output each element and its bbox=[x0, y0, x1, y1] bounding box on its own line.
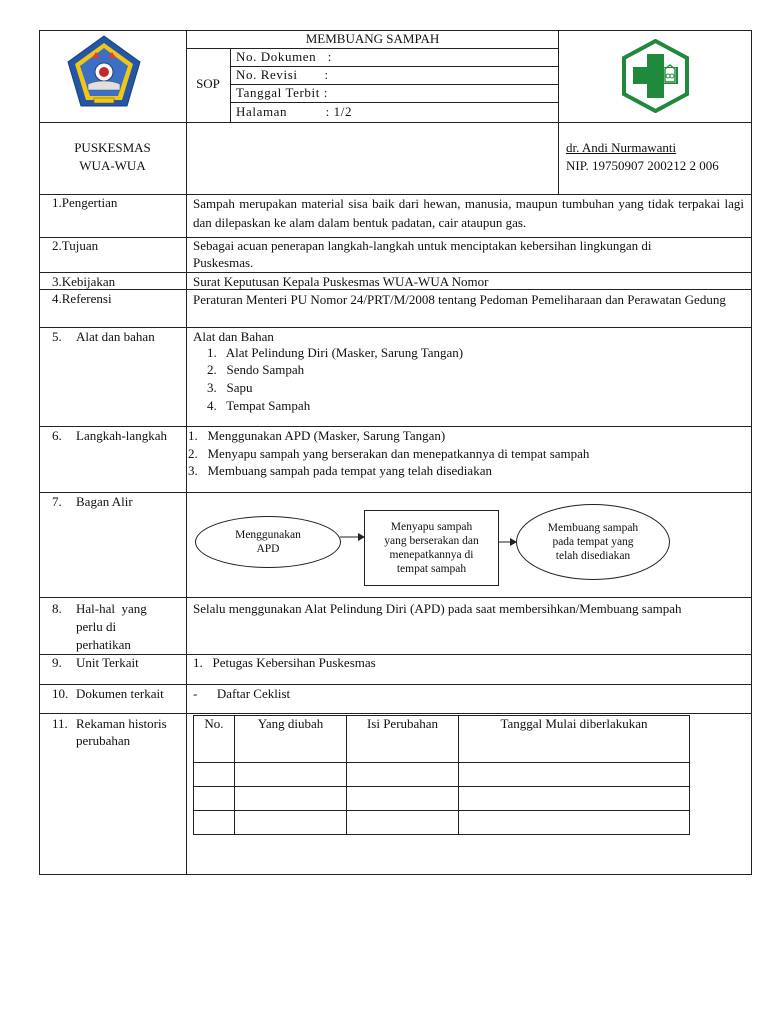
divider-sop-fields bbox=[230, 48, 231, 123]
list-item: 3. Sapu bbox=[207, 380, 253, 395]
table-cell bbox=[459, 787, 690, 811]
row-line bbox=[39, 492, 752, 493]
row-line bbox=[39, 426, 752, 427]
text-pengertian: Sampah merupakan material sisa baik dari hewan, manusia, maupun tumbuhan yang tidak terpakai lagi dan dilepaskan ke alam dalam bentuk padatan, cair ataupun gas. bbox=[193, 196, 744, 230]
row-line bbox=[39, 597, 752, 598]
flow-step-2: Menyapu sampah yang berserakan dan menepatkannya di tempat sampah bbox=[364, 510, 499, 586]
field-tanggal-terbit: Tanggal Terbit : bbox=[236, 85, 329, 100]
text-tujuan-line2: Puskesmas. bbox=[193, 255, 254, 270]
text-tujuan-line1: Sebagai acuan penerapan langkah-langkah untuk menciptakan kebersihan lingkungan di bbox=[193, 238, 652, 253]
label-unit-num: 9. bbox=[52, 655, 62, 670]
col-no: No. bbox=[194, 716, 235, 763]
label-tujuan: 2.Tujuan bbox=[52, 238, 99, 253]
border-bottom bbox=[39, 874, 752, 875]
table-cell bbox=[235, 763, 347, 787]
label-kebijakan: 3.Kebijakan bbox=[52, 274, 116, 289]
flow-arrow-2 bbox=[498, 535, 518, 549]
text-halhal: Selalu menggunakan Alat Pelindung Diri (APD) pada saat membersihkan/Membuang sampah bbox=[193, 601, 682, 616]
text-dokumen: - Daftar Ceklist bbox=[193, 686, 291, 701]
list-item: 3. Membuang sampah pada tempat yang telah disediakan bbox=[188, 463, 492, 478]
label-halhal-line1: Hal-hal yang bbox=[76, 601, 147, 616]
text-referensi: Peraturan Menteri PU Nomor 24/PRT/M/2008 tentang Pedoman Pemeliharaan dan Perawatan Gedung bbox=[193, 292, 726, 307]
table-cell bbox=[194, 811, 235, 835]
list-item: 4. Tempat Sampah bbox=[207, 398, 311, 413]
puskesmas-logo bbox=[621, 39, 690, 113]
label-pengertian: 1.Pengertian bbox=[52, 195, 118, 210]
list-item: 1. Menggunakan APD (Masker, Sarung Tangan) bbox=[188, 428, 446, 443]
col-tanggal-mulai: Tanggal Mulai diberlakukan bbox=[459, 716, 690, 763]
row-line bbox=[39, 272, 752, 273]
label-alat-num: 5. bbox=[52, 329, 62, 344]
signer-nip: NIP. 19750907 200212 2 006 bbox=[566, 158, 719, 173]
table-row bbox=[194, 811, 690, 835]
label-bagan: Bagan Alir bbox=[76, 494, 133, 509]
alat-heading: Alat dan Bahan bbox=[193, 329, 274, 344]
table-cell bbox=[235, 811, 347, 835]
label-halhal-line3: perhatikan bbox=[76, 637, 131, 652]
table-row bbox=[194, 787, 690, 811]
field-no-dokumen: No. Dokumen : bbox=[236, 49, 333, 64]
label-rekaman-line1: Rekaman historis bbox=[76, 716, 167, 731]
table-cell bbox=[235, 787, 347, 811]
org-name-line2: WUA-WUA bbox=[79, 158, 146, 173]
table-cell bbox=[194, 763, 235, 787]
org-name-line1: PUSKESMAS bbox=[74, 140, 151, 155]
table-cell bbox=[347, 763, 459, 787]
row-line bbox=[39, 289, 752, 290]
label-referensi: 4.Referensi bbox=[52, 291, 112, 306]
list-item: 2. Sendo Sampah bbox=[207, 362, 305, 377]
signer-name: dr. Andi Nurmawanti bbox=[566, 140, 677, 155]
label-rekaman-num: 11. bbox=[52, 716, 68, 731]
col-isi-perubahan: Isi Perubahan bbox=[347, 716, 459, 763]
label-halhal-num: 8. bbox=[52, 601, 62, 616]
table-cell bbox=[347, 787, 459, 811]
table-row bbox=[194, 763, 690, 787]
field-halaman: Halaman : 1/2 bbox=[236, 104, 353, 119]
table-header-row bbox=[194, 716, 690, 763]
line-header-1 bbox=[39, 122, 752, 123]
border-right bbox=[751, 30, 752, 875]
label-bagan-num: 7. bbox=[52, 494, 62, 509]
table-cell bbox=[347, 811, 459, 835]
text-kebijakan: Surat Keputusan Kepala Puskesmas WUA-WUA Nomor bbox=[193, 274, 489, 289]
line-field-3 bbox=[230, 102, 559, 103]
row-line bbox=[39, 713, 752, 714]
regional-emblem-logo bbox=[66, 34, 142, 110]
col-yang-diubah: Yang diubah bbox=[235, 716, 347, 763]
list-item: 2. Menyapu sampah yang berserakan dan menepatkannya di tempat sampah bbox=[188, 446, 590, 461]
row-line bbox=[39, 684, 752, 685]
text-unit: 1. Petugas Kebersihan Puskesmas bbox=[193, 655, 376, 670]
label-langkah-num: 6. bbox=[52, 428, 62, 443]
table-cell bbox=[459, 811, 690, 835]
row-line bbox=[39, 327, 752, 328]
field-no-revisi: No. Revisi : bbox=[236, 67, 329, 82]
sop-label: SOP bbox=[196, 76, 220, 91]
label-dokumen-num: 10. bbox=[52, 686, 69, 701]
flow-arrow-1 bbox=[340, 530, 366, 544]
divider-label-column bbox=[186, 30, 187, 875]
label-unit: Unit Terkait bbox=[76, 655, 139, 670]
list-item: 1. Alat Pelindung Diri (Masker, Sarung Tangan) bbox=[207, 345, 464, 360]
border-left bbox=[39, 30, 40, 875]
revision-history-table bbox=[193, 715, 690, 835]
flow-step-1: Menggunakan APD bbox=[195, 516, 341, 568]
document-title: MEMBUANG SAMPAH bbox=[305, 31, 440, 46]
row-line bbox=[39, 654, 752, 655]
label-dokumen: Dokumen terkait bbox=[76, 686, 164, 701]
flow-step-3: Membuang sampah pada tempat yang telah disediakan bbox=[516, 504, 670, 580]
label-alat: Alat dan bahan bbox=[76, 329, 155, 344]
label-langkah: Langkah-langkah bbox=[76, 428, 167, 443]
table-cell bbox=[194, 787, 235, 811]
label-rekaman-line2: perubahan bbox=[76, 733, 131, 748]
label-halhal-line2: perlu di bbox=[76, 619, 117, 634]
divider-right-header bbox=[558, 30, 559, 195]
table-cell bbox=[459, 763, 690, 787]
